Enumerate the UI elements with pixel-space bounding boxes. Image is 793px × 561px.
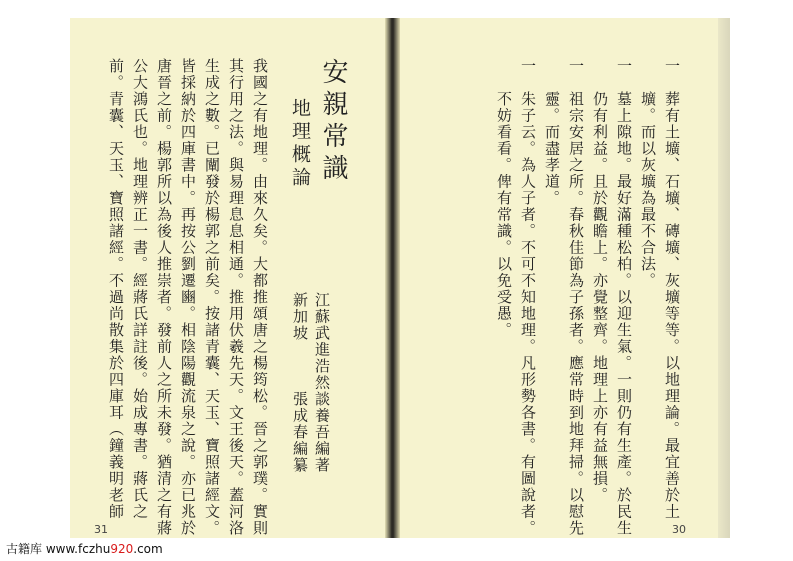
- body-column: 壙。而以灰壙為最不合法。: [639, 58, 657, 289]
- page-number-right: 30: [672, 523, 686, 536]
- watermark-url-number: 920: [110, 542, 134, 556]
- page-edge: [718, 18, 730, 538]
- body-column: 我國之有地理。由來久矣。大都推頌唐之楊筠松。晉之郭璞。實則: [251, 58, 269, 537]
- page-title: 安親常識: [318, 58, 348, 186]
- body-column: 靈。而盡孝道。: [543, 58, 561, 207]
- body-column: 仍有利益。且於觀瞻上。亦覺整齊。地理上亦有益無損。: [591, 58, 609, 504]
- body-column: 一 祖宗安居之所。春秋佳節為子孫者。應常時到地拜掃。以慰先: [567, 58, 585, 537]
- body-column: 一 葬有土壙、石壙、磚壙、灰壙等等。以地理論。最宜善於土: [663, 58, 681, 520]
- body-column: 一 朱子云。為人子者。不可不知地理。凡形勢各書。有圖說者。: [519, 58, 537, 537]
- author-line-2: 新加坡 張成春編纂: [291, 292, 309, 474]
- body-column: 皆採納於四庫書中。再按公劉遷豳。相陰陽觀流泉之說。亦已兆於: [179, 58, 197, 537]
- body-column: 不妨看看。俾有常識。以免受愚。: [495, 58, 513, 339]
- watermark-site-name: 古籍库: [6, 542, 43, 556]
- watermark-url: [46, 542, 163, 556]
- body-column: 生成之數。已闡發於楊郭之前矣。按諸青囊、天玉、寶照諸經文。: [203, 58, 221, 537]
- author-line-1: 江蘇武進浩然談養吾編著: [313, 292, 331, 474]
- section-subtitle: 地理概論: [289, 98, 311, 190]
- book-gutter: [385, 18, 400, 538]
- page-number-left: 31: [94, 523, 108, 536]
- body-column: 前。青囊、天玉、寶照諸經。不過尚散集於四庫耳（鐘義明老師: [107, 58, 125, 520]
- body-column: 一 墓上隙地。最好滿種松柏。以迎生氣。一則仍有生產。於民生: [615, 58, 633, 537]
- watermark-url-suffix: .com: [133, 542, 163, 556]
- body-column: 其行用之法。與易理息息相通。推用伏羲先天。文王後天。蓋河洛: [227, 58, 245, 537]
- body-column: 唐晉之前。楊郭所以為後人推崇者。發前人之所未發。猶清之有蔣: [155, 58, 173, 537]
- body-column: 公大鴻氏也。地理辨正一書。經蔣氏詳註後。始成專書。蔣氏之: [131, 58, 149, 520]
- watermark-url-prefix: www.fczhu: [45, 542, 111, 556]
- site-watermark: [6, 540, 163, 557]
